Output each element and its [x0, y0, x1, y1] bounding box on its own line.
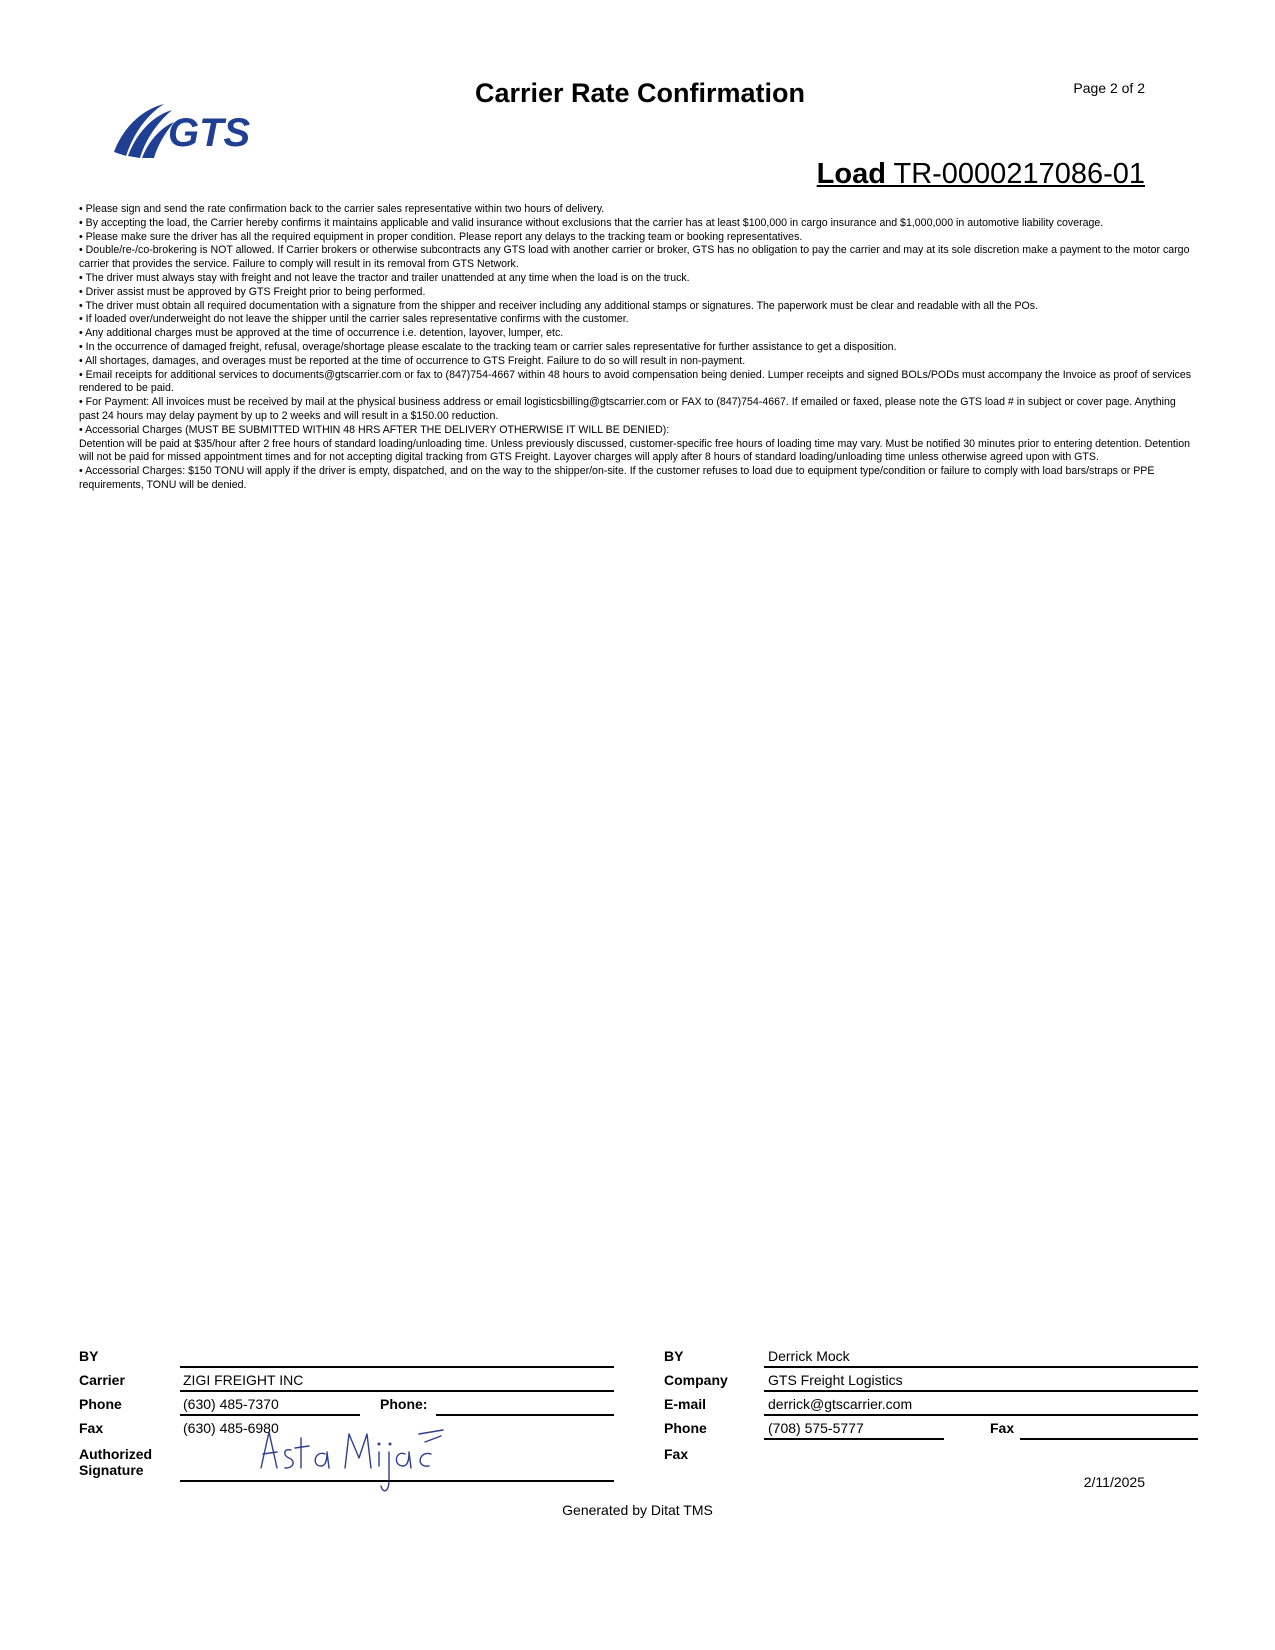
term-item: • In the occurrence of damaged freight, refusal, overage/shortage please escalate to the tracking team or carrier sales representative for further assistance to get a disposition. [79, 340, 897, 353]
term-item: • The driver must obtain all required documentation with a signature from the shipper and receiver including any additional stamps or signatures. The paperwork must be clear and readable with all the POs. [79, 299, 1039, 312]
term-item: • Driver assist must be approved by GTS Freight prior to being performed. [79, 285, 426, 298]
carrier-by-line [180, 1366, 614, 1368]
broker-by-value: Derrick Mock [768, 1348, 850, 1364]
carrier-fax-label: Fax [79, 1420, 104, 1436]
broker-phone: (708) 575-5777 [768, 1420, 864, 1436]
term-item: • Email receipts for additional services to documents@gtscarrier.com or fax to (847)754-4667 within 48 hours to avoid compensation being denied. Lumper receipts and signed BOLs/PODs must accompany the Invoice as proof of services rendered to be paid. [79, 368, 1192, 395]
carrier-name: ZIGI FREIGHT INC [183, 1372, 304, 1388]
carrier-by-label: BY [79, 1348, 99, 1364]
term-item: • By accepting the load, the Carrier hereby confirms it maintains applicable and valid insurance without exclusions that the carrier has at least $100,000 in cargo insurance and $1,000,000 in automotive liability coverage. [79, 216, 1104, 229]
page-title: Carrier Rate Confirmation [474, 78, 806, 108]
logo-text: GTS [168, 111, 251, 155]
term-item: • Double/re-/co-brokering is NOT allowed. If Carrier brokers or otherwise subcontracts any GTS load with another carrier or broker, GTS has no obligation to pay the carrier and may at its sole discretion make a payment to the motor cargo carrier that provides the service. Failure to comply will result in its removal from GTS Network. [79, 244, 1190, 271]
carrier-phone2-label: Phone: [380, 1396, 428, 1412]
authorized-signature-label [79, 1446, 152, 1478]
gts-logo [112, 100, 277, 170]
page-number: Page 2 of 2 [1073, 80, 1145, 96]
sig-label-line1: Authorized [79, 1446, 153, 1462]
gts-logo-mark [112, 100, 277, 170]
load-number [817, 158, 1145, 191]
carrier-phone2-line [436, 1414, 614, 1416]
term-item: • For Payment: All invoices must be received by mail at the physical business address or email logisticsbilling@gtscarrier.com or FAX to (847)754-4667. If emailed or faxed, please note the GTS load # in subject or cover page. Anything past 24 hours may delay payment by up to 2 weeks and will result in a $150.00 reduction. [79, 396, 1176, 422]
broker-email: derrick@gtscarrier.com [768, 1396, 913, 1412]
term-item: • Accessorial Charges: $150 TONU will apply if the driver is empty, dispatched, and on the way to the shipper/on-site. If the customer refuses to load due to equipment type/condition or failure to comply with load bars/straps or PPE requirements, TONU will be denied. [79, 465, 1155, 491]
broker-fax-line [1020, 1438, 1198, 1440]
term-item: • If loaded over/underweight do not leave the shipper until the carrier sales representative confirms with the customer. [79, 313, 629, 326]
sig-label-line2: Signature [79, 1462, 144, 1478]
term-item: • Please make sure the driver has all the required equipment in proper condition. Please report any delays to the tracking team or booking representatives. [79, 230, 803, 243]
broker-by-line [764, 1366, 1198, 1368]
broker-company-label: Company [664, 1372, 728, 1388]
broker-fax-label: Fax [990, 1420, 1015, 1436]
term-item: Detention will be paid at $35/hour after 2 free hours of standard loading/unloading time. Unless previously discussed, customer-specific free hours of loading time may vary. Must be notified 30 minutes prior to entering detention. Detention will not be paid for missed appointment times and for not accepting digital tracking from GTS Freight. Layover charges will apply after 8 hours of standard loading/unloading time unless otherwise agreed upon with GTS. [79, 437, 1190, 464]
signature-line [180, 1480, 614, 1482]
carrier-name-line [180, 1390, 614, 1392]
generated-by: Generated by Ditat TMS [562, 1502, 713, 1518]
terms-list [79, 203, 1197, 493]
carrier-label: Carrier [79, 1372, 125, 1388]
broker-email-line [764, 1414, 1198, 1416]
term-item: • All shortages, damages, and overages must be reported at the time of occurrence to GTS Freight. Failure to do so will result in non-payment. [79, 354, 746, 367]
term-item: • Any additional charges must be approved at the time of occurrence i.e. detention, layover, lumper, etc. [79, 327, 564, 340]
carrier-phone-line [180, 1414, 360, 1416]
broker-email-label: E-mail [664, 1396, 707, 1412]
load-value: TR-0000217086-01 [893, 158, 1145, 190]
term-item: • Please sign and send the rate confirmation back to the carrier sales representative within two hours of delivery. [79, 203, 605, 215]
broker-company: GTS Freight Logistics [768, 1372, 903, 1388]
broker-phone-label: Phone [664, 1420, 707, 1436]
carrier-fax: (630) 485-6980 [183, 1420, 279, 1436]
carrier-phone-label: Phone [79, 1396, 122, 1412]
broker-phone-line [764, 1438, 944, 1440]
handwritten-signature [255, 1420, 465, 1500]
term-item: • The driver must always stay with freight and not leave the tractor and trailer unattended at any time when the load is on the truck. [79, 271, 690, 284]
load-label: Load [816, 158, 886, 190]
broker-company-line [764, 1390, 1198, 1392]
carrier-phone: (630) 485-7370 [183, 1396, 279, 1412]
document-date: 2/11/2025 [1083, 1474, 1145, 1490]
broker-by-label: BY [664, 1348, 684, 1364]
term-item: • Accessorial Charges (MUST BE SUBMITTED WITHIN 48 HRS AFTER THE DELIVERY OTHERWISE IT WILL BE DENIED): [79, 423, 670, 436]
broker-fax2-label: Fax [664, 1446, 689, 1462]
